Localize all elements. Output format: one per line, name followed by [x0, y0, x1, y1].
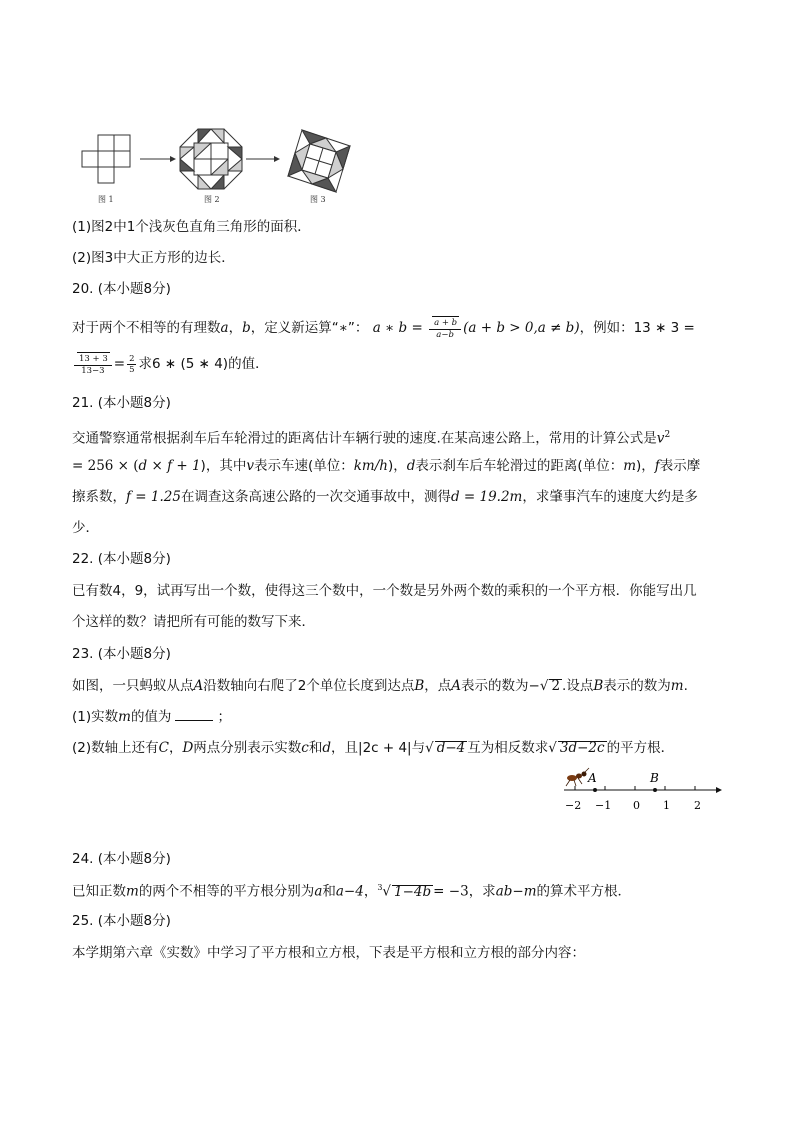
- q23-text: ，且|2c + 4|与: [331, 740, 426, 756]
- q21-text: 擦系数，: [72, 489, 126, 505]
- minus-sign: −: [528, 678, 540, 694]
- q21-text: 交通警察通常根据刹车后车轮滑过的距离估计车辆行驶的速度.在某高速公路上，常用的计算公式是: [72, 430, 657, 447]
- sqrt-d-minus-4: d−4: [436, 740, 466, 756]
- q20-header-text: 20. (本小题8分): [72, 281, 171, 297]
- point-b-ref: B: [593, 678, 604, 694]
- cube-root-index: 3: [377, 883, 383, 892]
- point-a-ref: A: [193, 678, 204, 694]
- var-m: m: [670, 678, 684, 694]
- var-a: a: [220, 320, 229, 336]
- figure-1-caption: 图 1: [98, 195, 114, 204]
- result-numerator: 2: [129, 353, 135, 364]
- point-b-dot: [653, 788, 657, 792]
- f-value: f = 1.25: [126, 489, 181, 505]
- frac-denominator: a−b: [436, 330, 454, 340]
- q24-line1: 已知正数m的两个不相等的平方根分别为a和a−4，$^3$√ 1−4b = −3，求ab−m的算术平方根．: [72, 883, 631, 900]
- q22-header-text: 22. (本小题8分): [72, 551, 171, 567]
- q24-text: 的算术平方根．: [536, 883, 631, 900]
- q20-question: 求6 ∗ (5 ∗ 4)的值．: [138, 356, 269, 372]
- q21-text: 表示摩: [659, 458, 701, 474]
- var-c: c: [301, 740, 309, 756]
- var-a: a: [314, 883, 323, 900]
- point-d-ref: D: [182, 740, 194, 756]
- op-definition: a ∗ b =: [372, 320, 423, 336]
- q24-text: 的两个不相等的平方根分别为: [138, 883, 315, 900]
- example-fraction: [74, 352, 112, 376]
- q20-header: [72, 280, 171, 298]
- unit-m: m: [623, 458, 637, 474]
- figure-3: [288, 130, 350, 192]
- tick-label: 0: [633, 799, 640, 812]
- q21-line4: [72, 519, 99, 537]
- q20-line2: [72, 352, 269, 376]
- q22-line2: [72, 613, 315, 631]
- q23-text: ，: [168, 740, 183, 756]
- q23-text: ，点: [424, 678, 452, 694]
- q21-text: 在调查这条高速公路的一次交通事故中，测得: [180, 489, 451, 505]
- q21-formula-inner: d × f + 1: [138, 458, 201, 474]
- q23-part1: [72, 708, 231, 726]
- q23-text: 两点分别表示实数: [193, 740, 302, 756]
- var-v: v: [246, 458, 254, 474]
- q23-text: 表示的数为: [603, 678, 671, 694]
- point-a-ref: A: [451, 678, 462, 694]
- point-c-ref: C: [158, 740, 169, 756]
- q21-text: 表示刹车后车轮滑过的距离(单位：: [415, 458, 624, 474]
- q24-text: ，求: [468, 883, 496, 900]
- q20-line1: [72, 316, 695, 340]
- cube-root-value: = −3: [433, 883, 469, 900]
- q23-text: 的值为: [130, 709, 172, 725]
- q21-header-text: 21. (本小题8分): [72, 395, 171, 411]
- sqrt-2: 2: [551, 678, 561, 694]
- figure-3-caption: 图 3: [310, 195, 326, 204]
- var-d: d: [322, 740, 332, 756]
- cube-root-body: 1−4b: [394, 883, 432, 900]
- example-numerator: 13 + 3: [79, 354, 108, 364]
- q23-line1: 如图，一只蚂蚁从点A沿数轴向右爬了2个单位长度到达点B，点A表示的数为−√ 2 .设点B表示的数为m.: [72, 678, 688, 694]
- q21-text: )，: [387, 458, 407, 474]
- unit-kmh: km/h: [353, 458, 388, 474]
- star-operator: ∗: [338, 320, 348, 336]
- q22-text: 个这样的数？请把所有可能的数写下来．: [72, 614, 315, 630]
- ant-icon: [566, 768, 589, 786]
- answer-blank[interactable]: [175, 708, 213, 721]
- d-value: d = 19.2m: [450, 489, 523, 505]
- var-f: f: [654, 458, 660, 474]
- var-m: m: [118, 709, 131, 725]
- figure-row: [74, 126, 364, 208]
- point-b-label: B: [650, 771, 659, 785]
- var-d: d: [406, 458, 416, 474]
- figure-1-net: [82, 135, 130, 183]
- frac-numerator: a + b: [434, 318, 458, 328]
- q21-text: )，: [636, 458, 655, 474]
- q21-line2: [72, 457, 700, 475]
- q24-text: ，: [363, 883, 378, 900]
- var-v: v: [656, 430, 665, 447]
- q21-header: [72, 394, 171, 412]
- example-denominator: 13−3: [81, 366, 105, 376]
- q23-text: (2)数轴上还有: [72, 740, 159, 756]
- q19-part2: [72, 249, 235, 267]
- q20-text: 对于两个不相等的有理数: [72, 320, 221, 336]
- tick-label: 1: [663, 799, 670, 812]
- a-minus-4: a−4: [335, 883, 364, 900]
- q25-text: 本学期第六章《实数》中学习了平方根和立方根，下表是平方根和立方根的部分内容：: [72, 945, 585, 961]
- q23-text: 和: [308, 740, 323, 756]
- q23-text: 表示的数为: [461, 678, 529, 694]
- q23-text: ；: [217, 709, 231, 725]
- tick-label: −1: [595, 799, 612, 812]
- q21-text: 少．: [72, 520, 99, 536]
- tick-label: 2: [694, 799, 701, 812]
- q21-formula: = 256 × (: [72, 458, 139, 474]
- point-a-dot: [593, 788, 597, 792]
- q23-header-text: 23. (本小题8分): [72, 646, 171, 662]
- q21-line1: [72, 426, 670, 448]
- figure-2-caption: 图 2: [204, 195, 220, 204]
- q21-line3: [72, 488, 698, 506]
- q20-example-lead: ，例如：13 ∗ 3 =: [579, 320, 695, 336]
- q23-header: [72, 645, 171, 663]
- point-a-label: A: [588, 771, 597, 785]
- op-condition: (a + b > 0,a ≠ b): [463, 320, 580, 336]
- q25-header-text: 25. (本小题8分): [72, 913, 171, 929]
- ab-minus-m: ab−m: [495, 883, 537, 900]
- q21-text: 表示车速(单位：: [253, 458, 354, 474]
- q20-text: ，: [228, 320, 243, 336]
- q23-text: 沿数轴向右爬了2个单位长度到达点: [203, 678, 415, 694]
- tick-label: −2: [565, 799, 582, 812]
- q23-text: 的平方根．: [606, 740, 675, 756]
- figure-2: [180, 129, 242, 189]
- q24-header: [72, 850, 171, 868]
- q24-text: 已知正数: [72, 883, 126, 900]
- q23-part2: (2)数轴上还有C，D两点分别表示实数c和d，且|2c + 4|与√ d−4 互为相反数求√ 3d−2c 的平方根．: [72, 740, 675, 756]
- q20-text: ，定义新运算“: [250, 320, 339, 336]
- q25-line1: [72, 944, 585, 962]
- q24-header-text: 24. (本小题8分): [72, 851, 171, 867]
- number-line: [558, 766, 724, 816]
- q23-text: 如图，一只蚂蚁从点: [72, 678, 194, 694]
- q20-text: ”：: [347, 320, 369, 336]
- example-result: [127, 354, 136, 375]
- q22-line1: [72, 582, 697, 600]
- sqrt-3d-minus-2c: 3d−2c: [559, 740, 605, 756]
- q19-part1-text: (1)图2中1个浅灰色直角三角形的面积．: [72, 219, 311, 235]
- result-denominator: 5: [129, 364, 135, 375]
- q22-text: 已有数4，9，试再写出一个数，使得这三个数中，一个数是另外两个数的乘积的一个平方根．你能写出几: [72, 583, 697, 599]
- q25-header: [72, 912, 171, 930]
- q23-text: (1)实数: [72, 709, 119, 725]
- var-m: m: [126, 883, 139, 900]
- q23-text: .设点: [562, 678, 594, 694]
- q21-text: ，求肇事汽车的速度大约是多: [522, 489, 698, 505]
- equals: =: [113, 356, 126, 372]
- q24-text: 和: [322, 883, 336, 900]
- q19-part1: [72, 218, 311, 236]
- q22-header: [72, 550, 171, 568]
- q23-text: 互为相反数求: [467, 740, 549, 756]
- q19-part2-text: (2)图3中大正方形的边长．: [72, 250, 235, 266]
- op-fraction: [429, 316, 461, 340]
- q21-text: )，其中: [200, 458, 247, 474]
- var-b: b: [242, 320, 251, 336]
- point-b-ref: B: [414, 678, 425, 694]
- superscript-2: 2: [664, 430, 671, 440]
